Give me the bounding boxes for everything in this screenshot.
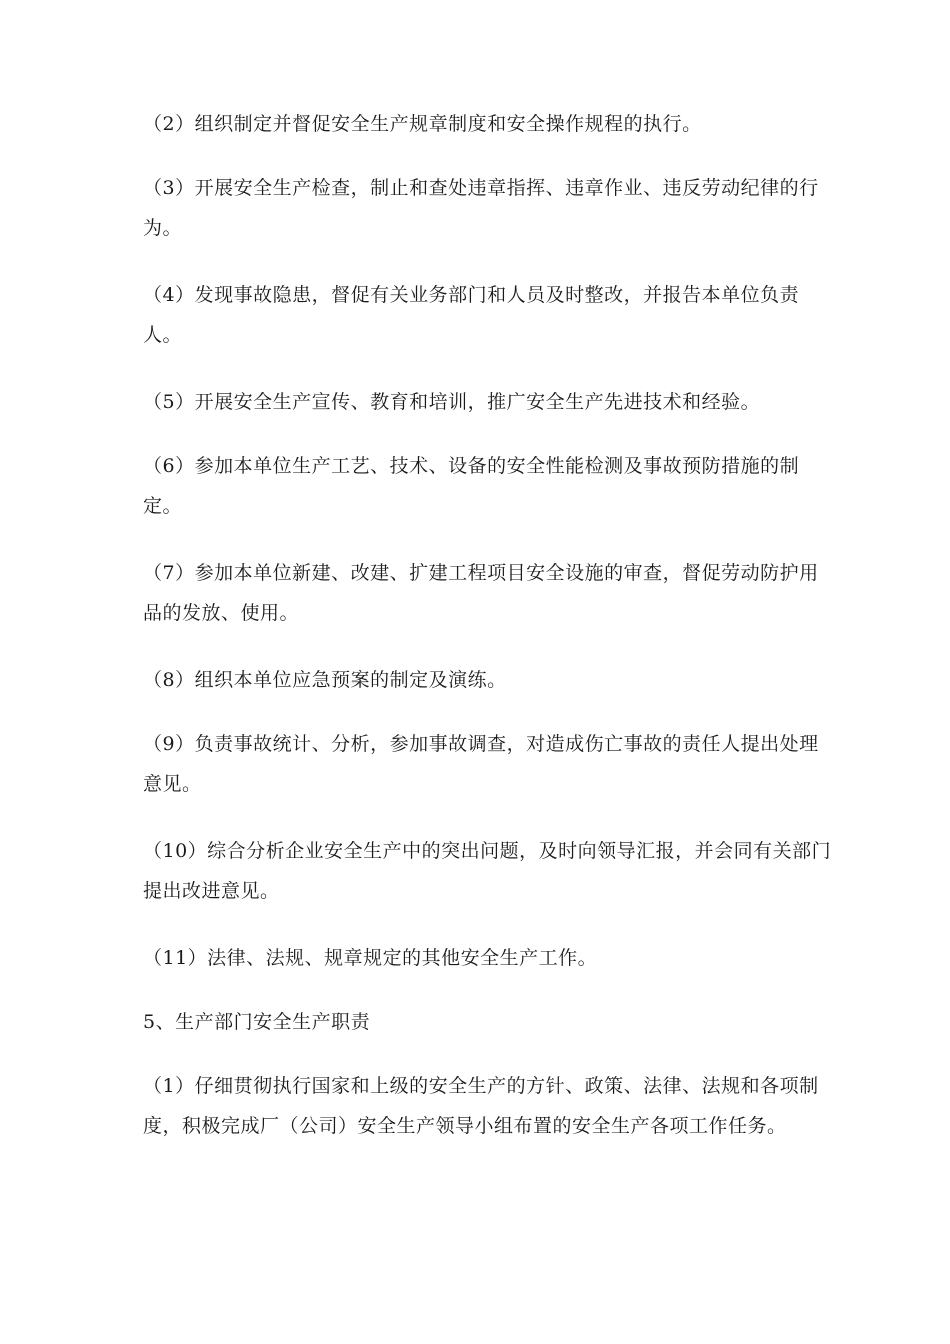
paragraph-item-6: （6）参加本单位生产工艺、技术、设备的安全性能检测及事故预防措施的制定。 (143, 455, 800, 517)
section-heading: 5、生产部门安全生产职责 (143, 1011, 371, 1033)
paragraph-item-7: （7）参加本单位新建、改建、扩建工程项目安全设施的审查，督促劳动防护用品的发放、使用。 (143, 562, 819, 624)
paragraph-item-8: （8）组织本单位应急预案的制定及演练。 (143, 669, 507, 691)
paragraph-item-10: （10）综合分析企业安全生产中的突出问题，及时向领导汇报，并会同有关部门提出改进意见。 (143, 840, 832, 902)
paragraph-item-1: （1）仔细贯彻执行国家和上级的安全生产的方针、政策、法律、法规和各项制度，积极完成厂（公司）安全生产领导小组布置的安全生产各项工作任务。 (143, 1075, 819, 1137)
paragraph-item-11: （11）法律、法规、规章规定的其他安全生产工作。 (143, 947, 598, 969)
paragraph-item-2: （2）组织制定并督促安全生产规章制度和安全操作规程的执行。 (143, 113, 702, 135)
paragraph-item-9: （9）负责事故统计、分析，参加事故调查，对造成伤亡事故的责任人提出处理意见。 (143, 733, 819, 795)
paragraph-item-4: （4）发现事故隐患，督促有关业务部门和人员及时整改，并报告本单位负责人。 (143, 284, 800, 346)
paragraph-item-3: （3）开展安全生产检查，制止和查处违章指挥、违章作业、违反劳动纪律的行为。 (143, 177, 819, 239)
document-body (143, 104, 833, 1173)
paragraph-item-5: （5）开展安全生产宣传、教育和培训，推广安全生产先进技术和经验。 (143, 391, 761, 413)
